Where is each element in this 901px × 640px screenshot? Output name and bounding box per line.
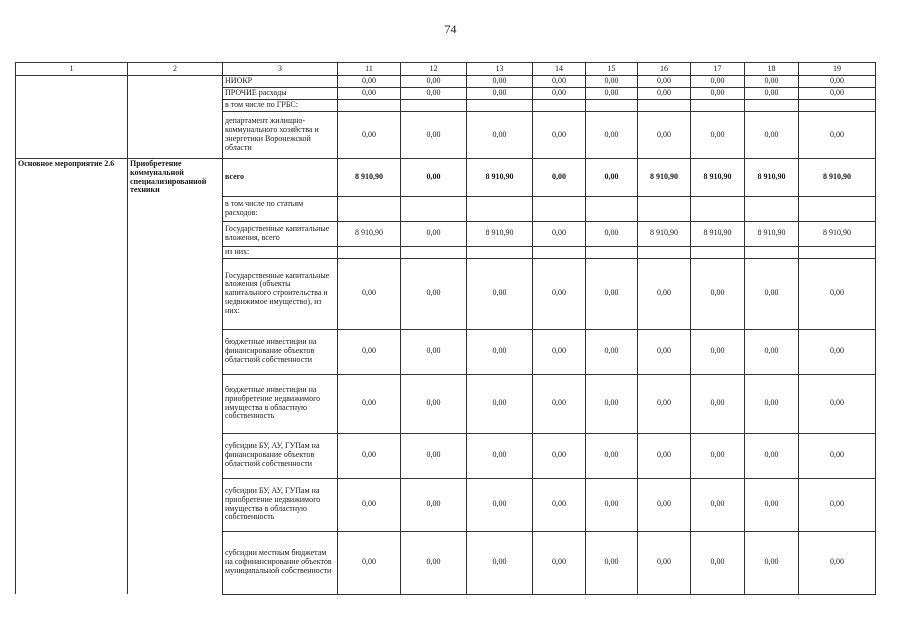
activity-cell: Основное мероприятие 2.6 <box>16 159 128 197</box>
value-cell: 0,00 <box>401 159 467 197</box>
activity-cell <box>16 246 128 258</box>
activity-cell <box>16 100 128 112</box>
value-cell: 0,00 <box>401 531 467 594</box>
column-header: 18 <box>745 63 799 76</box>
value-cell <box>533 100 586 112</box>
value-cell: 0,00 <box>533 258 586 329</box>
activity-name-cell <box>128 221 223 246</box>
value-cell: 0,00 <box>467 112 533 159</box>
value-cell: 0,00 <box>533 88 586 100</box>
row-label: в том числе по ГРБС: <box>223 100 338 112</box>
row-label: НИОКР <box>223 76 338 88</box>
value-cell: 8 910,90 <box>799 221 876 246</box>
value-cell: 0,00 <box>533 112 586 159</box>
value-cell: 0,00 <box>467 329 533 374</box>
value-cell: 8 910,90 <box>467 159 533 197</box>
value-cell: 0,00 <box>533 478 586 531</box>
value-cell: 0,00 <box>745 76 799 88</box>
value-cell: 0,00 <box>745 531 799 594</box>
table-row <box>16 478 876 531</box>
column-header: 12 <box>401 63 467 76</box>
value-cell: 8 910,90 <box>638 159 691 197</box>
value-cell: 0,00 <box>638 88 691 100</box>
table-row <box>16 100 876 112</box>
activity-name-cell <box>128 196 223 221</box>
value-cell: 0,00 <box>638 112 691 159</box>
value-cell: 0,00 <box>338 112 401 159</box>
table-row <box>16 76 876 88</box>
value-cell: 0,00 <box>691 374 745 433</box>
value-cell <box>799 246 876 258</box>
row-label: бюджетные инвестиции на финансирование объектов областной собственности <box>223 329 338 374</box>
value-cell: 0,00 <box>401 76 467 88</box>
value-cell <box>467 246 533 258</box>
row-label: ПРОЧИЕ расходы <box>223 88 338 100</box>
value-cell <box>467 100 533 112</box>
activity-cell <box>16 221 128 246</box>
table-row <box>16 196 876 221</box>
value-cell: 0,00 <box>338 478 401 531</box>
row-label: из них: <box>223 246 338 258</box>
table-row <box>16 159 876 197</box>
activity-name-cell <box>128 329 223 374</box>
table-row <box>16 112 876 159</box>
value-cell: 0,00 <box>467 531 533 594</box>
value-cell: 0,00 <box>533 433 586 478</box>
value-cell: 0,00 <box>338 374 401 433</box>
activity-cell <box>16 374 128 433</box>
value-cell: 0,00 <box>338 329 401 374</box>
activity-cell <box>16 112 128 159</box>
activity-name-cell <box>128 246 223 258</box>
value-cell: 0,00 <box>638 329 691 374</box>
activity-name-cell <box>128 258 223 329</box>
value-cell: 0,00 <box>691 478 745 531</box>
column-header: 19 <box>799 63 876 76</box>
value-cell: 0,00 <box>638 76 691 88</box>
value-cell: 0,00 <box>586 258 638 329</box>
value-cell: 0,00 <box>533 159 586 197</box>
value-cell: 0,00 <box>799 76 876 88</box>
value-cell: 0,00 <box>533 531 586 594</box>
table-row <box>16 329 876 374</box>
table-row <box>16 246 876 258</box>
value-cell: 0,00 <box>586 433 638 478</box>
activity-cell <box>16 196 128 221</box>
table-row <box>16 374 876 433</box>
value-cell: 0,00 <box>638 531 691 594</box>
value-cell: 0,00 <box>401 258 467 329</box>
value-cell: 0,00 <box>745 258 799 329</box>
value-cell <box>586 100 638 112</box>
activity-name-cell <box>128 100 223 112</box>
value-cell: 0,00 <box>586 531 638 594</box>
activity-cell <box>16 76 128 88</box>
activity-name-cell <box>128 478 223 531</box>
row-label: департамент жилищно-коммунального хозяйства и энергетики Воронежской области <box>223 112 338 159</box>
value-cell: 8 910,90 <box>638 221 691 246</box>
value-cell: 0,00 <box>401 221 467 246</box>
value-cell: 0,00 <box>691 112 745 159</box>
value-cell <box>467 196 533 221</box>
value-cell: 0,00 <box>586 374 638 433</box>
budget-table-container <box>15 62 875 595</box>
column-header: 17 <box>691 63 745 76</box>
value-cell: 0,00 <box>401 374 467 433</box>
column-header: 15 <box>586 63 638 76</box>
column-header: 11 <box>338 63 401 76</box>
value-cell <box>533 246 586 258</box>
value-cell: 0,00 <box>799 433 876 478</box>
value-cell: 0,00 <box>586 112 638 159</box>
value-cell: 8 910,90 <box>745 159 799 197</box>
value-cell <box>638 100 691 112</box>
value-cell <box>533 196 586 221</box>
page-number: 74 <box>444 22 457 36</box>
value-cell: 0,00 <box>586 76 638 88</box>
table-row <box>16 88 876 100</box>
value-cell: 0,00 <box>586 329 638 374</box>
value-cell: 0,00 <box>338 76 401 88</box>
column-header: 1 <box>16 63 128 76</box>
value-cell: 8 910,90 <box>799 159 876 197</box>
activity-cell <box>16 531 128 594</box>
column-header: 3 <box>223 63 338 76</box>
value-cell <box>799 100 876 112</box>
value-cell: 0,00 <box>638 258 691 329</box>
row-label: Государственные капитальные вложения (объекты капитального строительства и недвижимое имущество), из них: <box>223 258 338 329</box>
value-cell <box>338 100 401 112</box>
value-cell <box>691 196 745 221</box>
value-cell: 0,00 <box>467 76 533 88</box>
value-cell: 0,00 <box>745 329 799 374</box>
value-cell: 0,00 <box>533 329 586 374</box>
value-cell <box>691 100 745 112</box>
value-cell: 0,00 <box>401 433 467 478</box>
column-header: 14 <box>533 63 586 76</box>
value-cell: 0,00 <box>745 433 799 478</box>
value-cell: 0,00 <box>533 374 586 433</box>
value-cell: 0,00 <box>467 478 533 531</box>
value-cell: 0,00 <box>586 221 638 246</box>
value-cell: 0,00 <box>586 478 638 531</box>
row-label: субсидии местным бюджетам на софинансирование объектов муниципальной собственности <box>223 531 338 594</box>
activity-name-cell <box>128 433 223 478</box>
value-cell: 0,00 <box>799 112 876 159</box>
value-cell: 0,00 <box>799 329 876 374</box>
value-cell <box>745 246 799 258</box>
value-cell <box>745 100 799 112</box>
activity-cell <box>16 478 128 531</box>
column-header: 13 <box>467 63 533 76</box>
value-cell: 0,00 <box>691 258 745 329</box>
value-cell <box>586 196 638 221</box>
value-cell: 0,00 <box>401 88 467 100</box>
value-cell <box>401 100 467 112</box>
value-cell <box>338 196 401 221</box>
column-header: 2 <box>128 63 223 76</box>
value-cell <box>586 246 638 258</box>
value-cell: 0,00 <box>745 112 799 159</box>
row-label: Государственные капитальные вложения, всего <box>223 221 338 246</box>
value-cell: 0,00 <box>638 433 691 478</box>
activity-name-cell <box>128 88 223 100</box>
value-cell: 0,00 <box>586 88 638 100</box>
activity-cell <box>16 329 128 374</box>
row-label: бюджетные инвестиции на приобретение недвижимого имущества в областную собственность <box>223 374 338 433</box>
value-cell: 0,00 <box>799 478 876 531</box>
row-label: в том числе по статьям расходов: <box>223 196 338 221</box>
value-cell: 0,00 <box>401 112 467 159</box>
value-cell: 0,00 <box>338 258 401 329</box>
value-cell: 0,00 <box>467 88 533 100</box>
value-cell: 0,00 <box>401 329 467 374</box>
table-row <box>16 433 876 478</box>
activity-name-cell <box>128 531 223 594</box>
table-row <box>16 258 876 329</box>
row-label: субсидии БУ, АУ, ГУПам на приобретение недвижимого имущества в областную собственность <box>223 478 338 531</box>
value-cell: 0,00 <box>338 433 401 478</box>
value-cell: 0,00 <box>799 374 876 433</box>
value-cell: 0,00 <box>799 531 876 594</box>
value-cell <box>691 246 745 258</box>
value-cell: 0,00 <box>638 374 691 433</box>
activity-name-cell <box>128 374 223 433</box>
value-cell: 0,00 <box>338 531 401 594</box>
value-cell: 0,00 <box>401 478 467 531</box>
value-cell: 8 910,90 <box>691 221 745 246</box>
value-cell: 0,00 <box>467 258 533 329</box>
value-cell: 0,00 <box>533 76 586 88</box>
value-cell <box>638 246 691 258</box>
budget-table <box>15 62 876 595</box>
value-cell: 0,00 <box>691 433 745 478</box>
value-cell: 0,00 <box>745 88 799 100</box>
value-cell <box>799 196 876 221</box>
value-cell: 0,00 <box>338 88 401 100</box>
value-cell <box>401 196 467 221</box>
activity-name-cell <box>128 76 223 88</box>
value-cell: 0,00 <box>745 478 799 531</box>
value-cell: 0,00 <box>467 433 533 478</box>
value-cell: 0,00 <box>799 88 876 100</box>
value-cell: 0,00 <box>799 258 876 329</box>
activity-name-cell: Приобретение коммунальной специализированной техники <box>128 159 223 197</box>
column-number-row <box>16 63 876 76</box>
value-cell <box>338 246 401 258</box>
table-row <box>16 531 876 594</box>
table-row <box>16 221 876 246</box>
value-cell: 8 910,90 <box>338 159 401 197</box>
value-cell: 8 910,90 <box>745 221 799 246</box>
value-cell: 0,00 <box>691 88 745 100</box>
value-cell: 8 910,90 <box>691 159 745 197</box>
activity-name-cell <box>128 112 223 159</box>
value-cell: 0,00 <box>638 478 691 531</box>
value-cell: 0,00 <box>586 159 638 197</box>
value-cell <box>745 196 799 221</box>
activity-cell <box>16 88 128 100</box>
value-cell: 0,00 <box>745 374 799 433</box>
value-cell: 0,00 <box>467 374 533 433</box>
value-cell: 8 910,90 <box>338 221 401 246</box>
value-cell: 0,00 <box>691 531 745 594</box>
row-label: субсидии БУ, АУ, ГУПам на финансирование объектов областной собственности <box>223 433 338 478</box>
value-cell <box>638 196 691 221</box>
activity-cell <box>16 433 128 478</box>
value-cell: 0,00 <box>691 76 745 88</box>
activity-cell <box>16 258 128 329</box>
value-cell: 8 910,90 <box>467 221 533 246</box>
row-label: всего <box>223 159 338 197</box>
column-header: 16 <box>638 63 691 76</box>
value-cell: 0,00 <box>691 329 745 374</box>
value-cell: 0,00 <box>533 221 586 246</box>
value-cell <box>401 246 467 258</box>
